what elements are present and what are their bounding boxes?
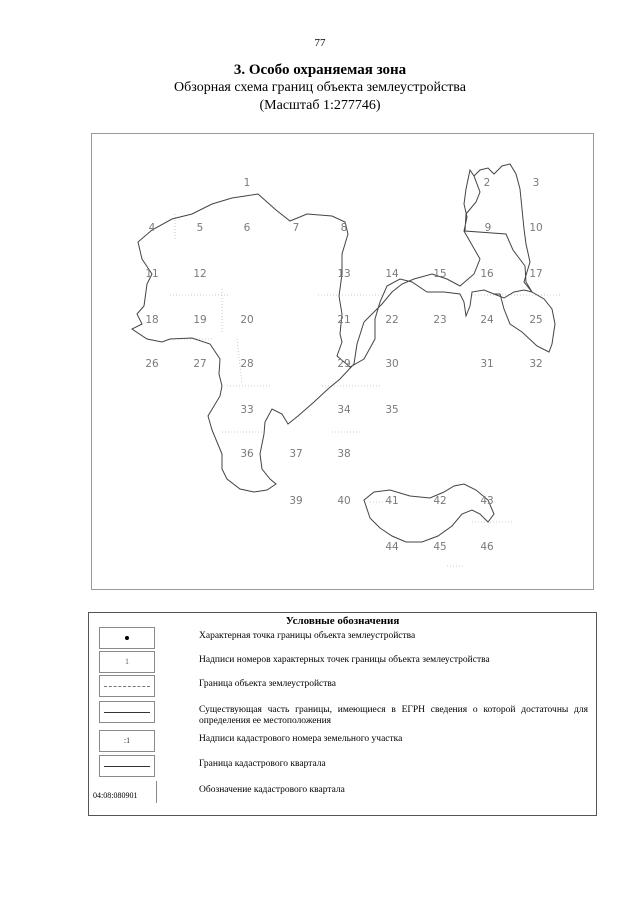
quarter-grid <box>169 214 562 566</box>
island-boundary <box>364 484 494 542</box>
point-label: 5 <box>196 222 204 234</box>
point-label: 43 <box>480 495 494 507</box>
point-label: 44 <box>385 541 399 553</box>
point-label: 28 <box>240 358 254 370</box>
point-label: 17 <box>529 268 543 280</box>
point-label: 45 <box>433 541 447 553</box>
point-label: 37 <box>289 448 303 460</box>
section-title: 3. Особо охраняемая зона <box>233 62 407 78</box>
legend-item-text: Граница кадастрового квартала <box>199 759 326 769</box>
point-label: 33 <box>240 404 254 416</box>
point-label: 2 <box>483 177 491 189</box>
point-label: 22 <box>385 314 399 326</box>
point-labels <box>145 177 542 553</box>
dashed-line-icon <box>99 675 155 697</box>
point-label: 41 <box>385 495 399 507</box>
point-label: 27 <box>193 358 207 370</box>
point-label: 39 <box>289 495 303 507</box>
quarter-boundary-icon <box>99 755 155 777</box>
scale-label: (Масштаб 1:277746) <box>259 98 381 113</box>
point-label: 38 <box>337 448 351 460</box>
legend-item-text: Надписи номеров характерных точек границы объекта землеустройства <box>199 655 490 665</box>
point-label: 19 <box>193 314 207 326</box>
point-label: 4 <box>148 222 156 234</box>
point-label: 26 <box>145 358 159 370</box>
point-label: 18 <box>145 314 159 326</box>
map-canvas <box>92 134 593 589</box>
point-label: 29 <box>337 358 351 370</box>
point-label: 20 <box>240 314 254 326</box>
point-label: 11 <box>145 268 159 280</box>
point-label: 9 <box>484 222 492 234</box>
legend-item-text: Существующая часть границы, имеющиеся в ЕГРН сведения о которой достаточны для определения ее местоположения <box>199 705 588 726</box>
point-label: 24 <box>480 314 494 326</box>
point-label: 3 <box>532 177 540 189</box>
overview-map <box>91 133 594 590</box>
point-number-icon: 1 <box>99 651 155 673</box>
point-label: 21 <box>337 314 351 326</box>
scheme-subtitle: Обзорная схема границ объекта землеустройства <box>174 80 466 95</box>
legend-item-text: Надписи кадастрового номера земельного участка <box>199 734 403 744</box>
legend-item-text: Характерная точка границы объекта землеустройства <box>199 631 416 641</box>
legend <box>88 612 597 816</box>
point-dot-icon <box>99 627 155 649</box>
point-label: 35 <box>385 404 399 416</box>
point-label: 46 <box>480 541 494 553</box>
point-label: 36 <box>240 448 254 460</box>
point-label: 7 <box>292 222 300 234</box>
point-label: 10 <box>529 222 543 234</box>
point-label: 16 <box>480 268 494 280</box>
point-label: 8 <box>340 222 348 234</box>
point-label: 13 <box>337 268 351 280</box>
point-label: 25 <box>529 314 543 326</box>
parcel-number-icon: :1 <box>99 730 155 752</box>
point-label: 30 <box>385 358 399 370</box>
point-label: 31 <box>480 358 494 370</box>
point-label: 12 <box>193 268 207 280</box>
point-label: 23 <box>433 314 447 326</box>
point-label: 40 <box>337 495 351 507</box>
quarter-label-icon: 04:08:080901 <box>91 781 157 803</box>
main-boundary <box>132 170 532 492</box>
point-label: 1 <box>243 177 251 189</box>
point-label: 14 <box>385 268 399 280</box>
point-label: 34 <box>337 404 351 416</box>
legend-item-text: Граница объекта землеустройства <box>199 679 336 689</box>
legend-item-text: Обозначение кадастрового квартала <box>199 785 345 795</box>
point-label: 32 <box>529 358 543 370</box>
point-label: 42 <box>433 495 447 507</box>
point-label: 6 <box>243 222 251 234</box>
legend-title: Условные обозначения <box>285 615 400 627</box>
page-number: 77 <box>314 37 326 49</box>
point-label: 15 <box>433 268 447 280</box>
solid-line-icon <box>99 701 155 723</box>
